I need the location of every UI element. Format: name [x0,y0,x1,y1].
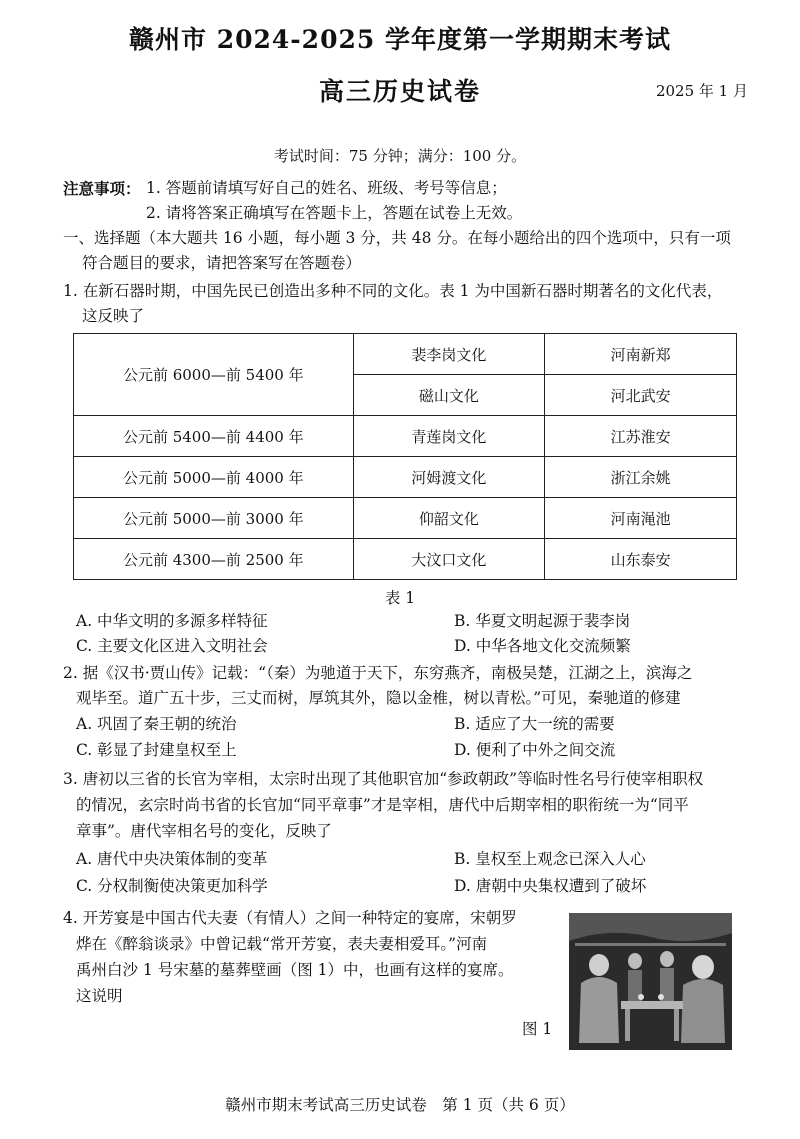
period-cell: 公元前 5000—前 4000 年 [74,457,354,498]
notes-item-1: 1. 答题前请填写好自己的姓名、班级、考号等信息； [146,179,507,197]
figure-label: 图 1 [522,1020,553,1038]
location-cell: 河南新郑 [545,334,737,375]
q1-stem-line-1: 1. 在新石器时期，中国先民已创造出多种不同的文化。表 1 为中国新石器时期著名的文化代表， [63,282,723,300]
period-cell: 公元前 5400—前 4400 年 [74,416,354,457]
q3-option-c: C. 分权制衡使决策更加科学 [76,877,268,895]
q1-option-b: B. 华夏文明起源于裴李岗 [454,612,631,630]
q3-stem-line-3: 章事”。唐代宰相名号的变化，反映了 [76,822,332,840]
notes-label: 注意事项： [63,179,141,198]
table-row [74,457,737,498]
period-cell: 公元前 4300—前 2500 年 [74,539,354,580]
q2-option-a: A. 巩固了秦王朝的统治 [76,715,237,733]
notes-item-2: 2. 请将答案正确填写在答题卡上，答题在试卷上无效。 [146,204,523,222]
q4-stem-line-1: 4. 开芳宴是中国古代夫妻（有情人）之间一种特定的宴席，宋朝罗 [63,909,517,927]
q3-stem-line-1: 3. 唐初以三省的长官为宰相，太宗时出现了其他职官加“参政朝政”等临时性名号行使宰相职权 [63,770,704,788]
q1-option-d: D. 中华各地文化交流频繁 [454,637,631,655]
location-cell: 河北武安 [545,375,737,416]
location-cell: 山东泰安 [545,539,737,580]
culture-cell: 裴李岗文化 [353,334,545,375]
q3-stem-line-2: 的情况，玄宗时尚书省的长官加“同平章事”才是宰相，唐代中后期宰相的职衔统一为“同平 [76,796,689,814]
q2-stem-line-2: 观毕至。道广五十步，三丈而树，厚筑其外，隐以金椎，树以青松。”可见，秦驰道的修建 [76,689,681,707]
culture-table [73,333,737,580]
q4-stem-line-4: 这说明 [76,987,123,1005]
q2-option-b: B. 适应了大一统的需要 [454,715,615,733]
exam-date: 2025 年 1 月 [655,82,748,100]
q3-option-d: D. 唐朝中央集权遭到了破坏 [454,877,647,895]
table-row [74,416,737,457]
q1-option-c: C. 主要文化区进入文明社会 [76,637,268,655]
q1-stem-line-2: 这反映了 [82,307,145,325]
location-cell: 江苏淮安 [545,416,737,457]
q2-option-c: C. 彰显了封建皇权至上 [76,741,237,759]
q4-stem-line-3: 禹州白沙 1 号宋墓的墓葬壁画（图 1）中，也画有这样的宴席。 [76,961,514,979]
period-cell: 公元前 6000—前 5400 年 [74,334,354,416]
culture-cell: 磁山文化 [353,375,545,416]
q3-option-b: B. 皇权至上观念已深入人心 [454,850,646,868]
culture-cell: 青莲岗文化 [353,416,545,457]
page-footer: 赣州市期末考试高三历史试卷 第 1 页（共 6 页） [225,1096,575,1114]
culture-cell: 河姆渡文化 [353,457,545,498]
exam-title: 赣州市 2024-2025 学年度第一学期期末考试 [129,25,671,54]
exam-info: 考试时间：75 分钟；满分：100 分。 [273,147,527,165]
q2-option-d: D. 便利了中外之间交流 [454,741,616,759]
q1-option-a: A. 中华文明的多源多样特征 [76,612,268,630]
q4-stem-line-2: 烨在《醉翁谈录》中曾记载“常开芳宴，表夫妻相爱耳。”河南 [76,935,488,953]
q3-option-a: A. 唐代中央决策体制的变革 [76,850,268,868]
location-cell: 浙江余姚 [545,457,737,498]
paper-subtitle: 高三历史试卷 [318,77,481,106]
table-row [74,334,737,375]
section-heading-line-2: 符合题目的要求，请把答案写在答题卷） [82,254,362,272]
table-row [74,539,737,580]
table-caption: 表 1 [384,589,416,607]
section-heading-line-1: 一、选择题（本大题共 16 小题，每小题 3 分，共 48 分。在每小题给出的四个选项中，只有一项 [63,229,731,247]
table-row [74,498,737,539]
culture-cell: 仰韶文化 [353,498,545,539]
q2-stem-line-1: 2. 据《汉书·贾山传》记载：“（秦）为驰道于天下，东穷燕齐，南极吴楚，江湖之上，滨海之 [63,664,693,682]
culture-cell: 大汶口文化 [353,539,545,580]
period-cell: 公元前 5000—前 3000 年 [74,498,354,539]
mural-photo [569,913,732,1050]
location-cell: 河南渑池 [545,498,737,539]
